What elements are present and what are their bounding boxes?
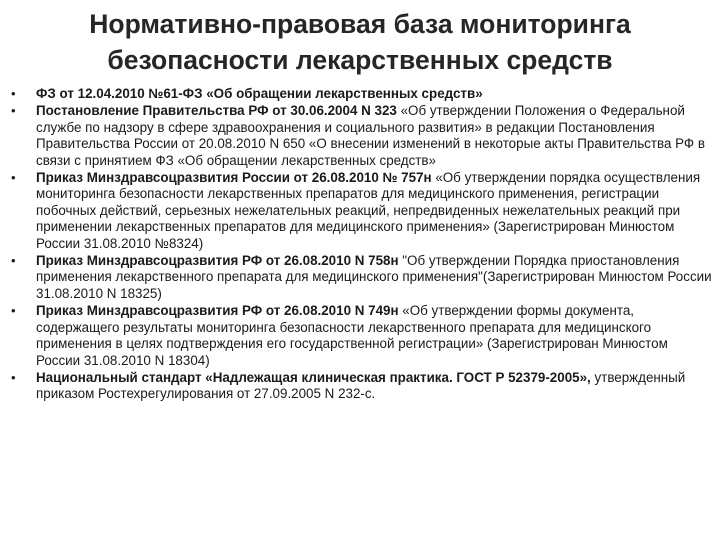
bullet-item-prikaz-758n (0, 253, 720, 302)
bullet-item-prikaz-749n (0, 303, 720, 369)
bullet-item-text: утвержденный приказом Ростехрегулирования от 27.09.2005 N 232-с. (36, 369, 686, 402)
bullet-item-text: «Об утверждении формы документа, содержащего результаты мониторинга безопасности лекарственного препарата для медицинского применения в целях подтверждения его государственной регистрации» (Зарегистрирован Минюстом России 31.08.2010 N 18304) (36, 303, 668, 368)
bullet-dot-icon: • (11, 170, 16, 186)
bullet-dot-icon: • (11, 253, 16, 269)
slide-title-line-1: Нормативно-правовая база мониторинга (89, 9, 631, 39)
bullet-item-prikaz-757n (0, 170, 720, 252)
bullet-item-bold: Приказ Минздравсоцразвития России от 26.08.2010 № 757н (36, 170, 432, 186)
bullet-item-text: «Об утверждении Положения о Федеральной службе по надзору в сфере здравоохранения и социального развития» в редакции Постановления Правительства России от 20.08.2010 N 650 «О внесении изменений в некоторые акты Правительства РФ в связи с принятием ФЗ «Об обращении лекарственных средств» (36, 103, 705, 168)
bullet-item-bold: Постановление Правительства РФ от 30.06.2004 N 323 (36, 103, 397, 119)
bullet-item-postanovlenie-323 (0, 103, 720, 169)
bullet-item-bold: Национальный стандарт «Надлежащая клиническая практика. ГОСТ Р 52379-2005», (36, 369, 591, 385)
bullet-item-text: "Об утверждении Порядка приостановления применения лекарственного препарата для медицинского применения"(Зарегистрирован Минюстом России 31.08.2010 N 18325) (36, 253, 712, 301)
bullet-dot-icon: • (11, 303, 16, 319)
bullet-item-gost-52379 (0, 370, 720, 403)
bullet-list (0, 86, 720, 404)
slide-title (60, 6, 660, 78)
bullet-item-fz-61 (0, 86, 720, 102)
bullet-item-bold: Приказ Минздравсоцразвития РФ от 26.08.2010 N 758н (36, 253, 399, 269)
bullet-dot-icon: • (11, 369, 16, 385)
bullet-dot-icon: • (11, 103, 16, 119)
bullet-dot-icon: • (11, 86, 16, 101)
bullet-item-text: «Об утверждении порядка осуществления мониторинга безопасности лекарственных препаратов для медицинского применения, регистрации побочных действий, серьезных нежелательных реакций, непредвиденных нежелательных реакций при применении лекарственных препаратов для медицинского применения» (Зарегистрирован Минюстом России 31.08.2010 №8324) (36, 170, 701, 251)
bullet-item-bold: ФЗ от 12.04.2010 №61-ФЗ «Об обращении лекарственных средств» (36, 86, 483, 101)
bullet-item-bold: Приказ Минздравсоцразвития РФ от 26.08.2010 N 749н (36, 303, 399, 319)
slide-title-line-2: безопасности лекарственных средств (107, 45, 613, 75)
